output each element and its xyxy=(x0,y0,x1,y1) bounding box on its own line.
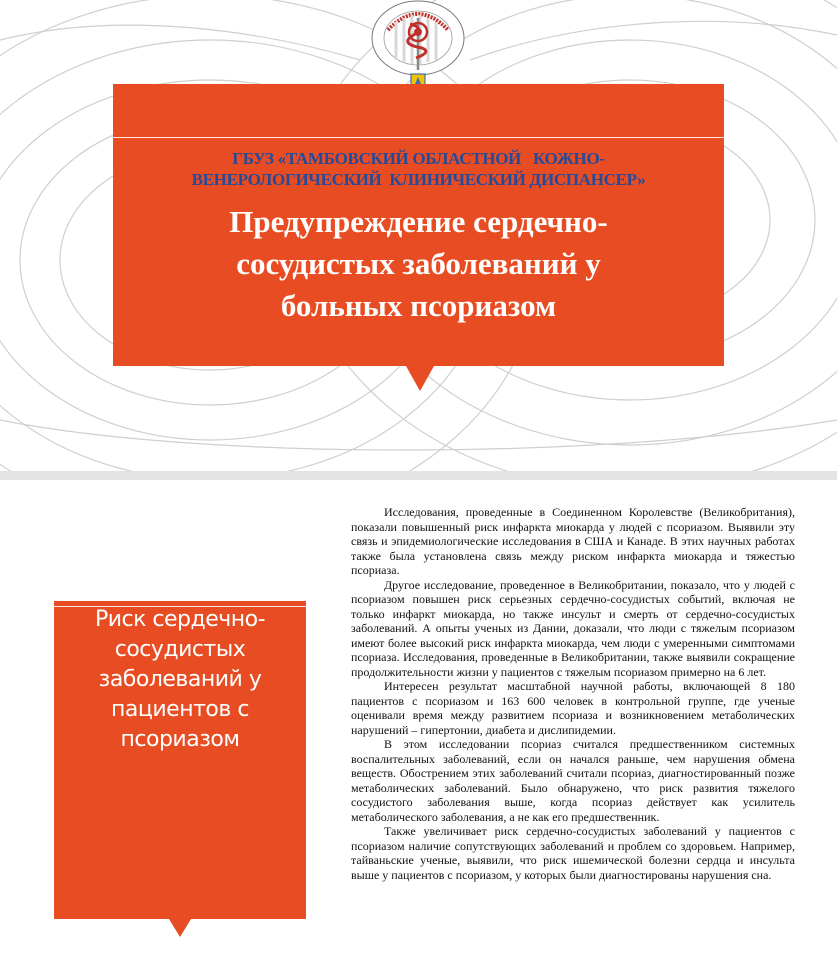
article-paragraph: В этом исследовании псориаз считался предшественником системных воспалительных заболеваний, если он начался раньше, чем нарушения обмена веществ. Обострением этих заболеваний считали псориаз, диагностированный позже метаболических заболеваний. Было обнаружено, что риск развития тяжелого сосудистого заболевания выше, когда псориаз действует как усилитель метаболического заболевания, а не как его предшественник. xyxy=(351,737,795,824)
section-title-line: сосудистых xyxy=(114,637,246,662)
section-title-line: псориазом xyxy=(120,727,240,752)
page-title-line: Предупреждение сердечно- xyxy=(229,204,608,239)
organization-name xyxy=(113,148,724,190)
cover-page xyxy=(0,0,837,471)
organization-name-line: ГБУЗ «ТАМБОВСКИЙ ОБЛАСТНОЙ КОЖНО- xyxy=(232,149,605,168)
content-page xyxy=(0,480,837,955)
section-title-banner xyxy=(54,601,306,919)
article-paragraph: Исследования, проведенные в Соединенном Королевстве (Великобритания), показали повышенный риск инфаркта миокарда у людей с псориазом. Выявили эту связь и эпидемиологические исследования в США и Канаде. В этих научных работах также была установлена связь между риском инфаркта миокарда и тяжестью псориаза. xyxy=(351,505,795,577)
page-title-line: сосудистых заболеваний у xyxy=(236,246,601,281)
article-paragraph: Другое исследование, проведенное в Великобритании, показало, что у людей с псориазом повышен риск серьезных сердечно-сосудистых событий, включая не только инфаркт миокарда, но также инсульт и смерть от сердечно-сосудистых заболеваний. А опыты ученых из Дании, доказали, что люди с тяжелым псориазом имеют более высокий риск инфаркта миокарда, чем люди с умеренными симптомами псориаза. Исследования, проведенные в Великобритании, также выявили сокращение продолжительности жизни у пациентов с тяжелым псориазом примерно на 6 лет. xyxy=(351,577,795,679)
dermatovenerology-dispensary-emblem-icon xyxy=(366,0,470,90)
section-title-line: Риск сердечно- xyxy=(94,607,266,632)
section-title-line: заболеваний у xyxy=(98,667,262,692)
dispensary-logo xyxy=(366,0,470,90)
article-paragraph: Интересен результат масштабной научной работы, включающей 8 180 пациентов с псориазом и 163 600 человек в контрольной группе, где ученые оценивали время между развитием псориаза и возникновением метаболических нарушений – гипертонии, диабета и дислипидемии. xyxy=(351,679,795,737)
article-body xyxy=(351,505,795,882)
page-divider xyxy=(0,471,837,480)
organization-name-line: ВЕНЕРОЛОГИЧЕСКИЙ КЛИНИЧЕСКИЙ ДИСПАНСЕР» xyxy=(191,170,646,189)
page-title xyxy=(133,201,704,327)
section-title xyxy=(62,605,298,755)
section-title-line: пациентов с xyxy=(111,697,249,722)
article-paragraph: Также увеличивает риск сердечно-сосудистых заболеваний у пациентов с псориазом наличие сопутствующих заболеваний и проблем со здоровьем. Например, тайваньские ученые, выявили, что риск ишемической болезни сердца и инсульта выше у пациентов с псориазом, у которых были диагностированы нарушения сна. xyxy=(351,824,795,882)
page-title-line: больных псориазом xyxy=(280,288,557,323)
cover-title-banner xyxy=(113,84,724,366)
